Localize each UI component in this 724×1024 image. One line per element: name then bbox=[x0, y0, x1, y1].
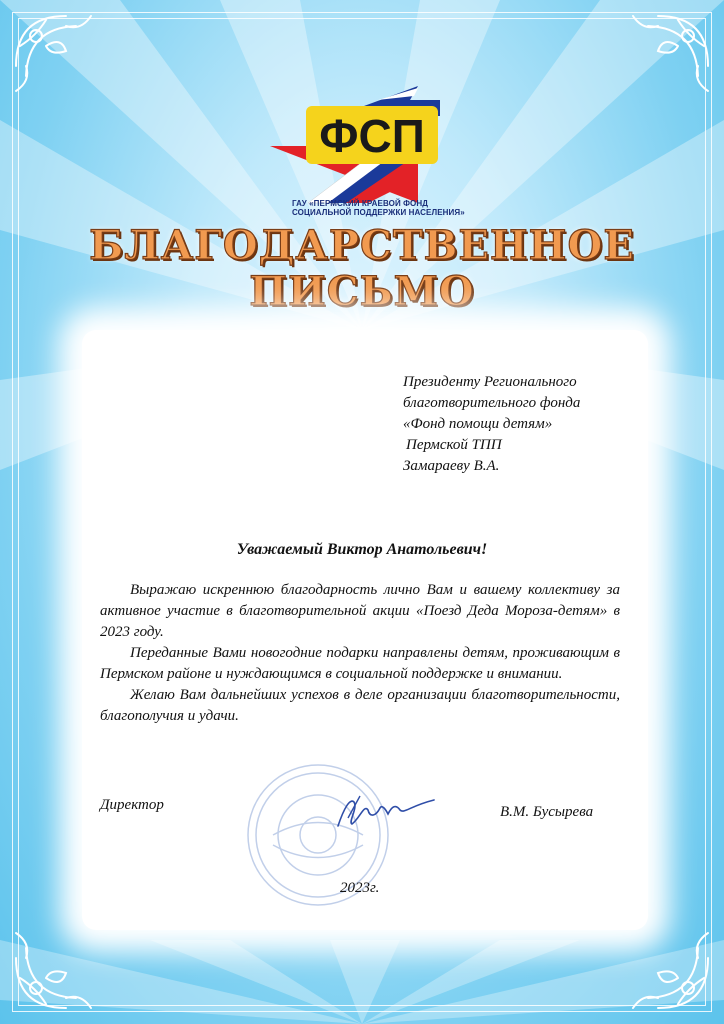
fsp-logo-icon bbox=[268, 78, 458, 218]
corner-ornament-icon bbox=[622, 922, 718, 1018]
greeting: Уважаемый Виктор Анатольевич! bbox=[236, 541, 488, 558]
document-title-line2: ПИСЬМО bbox=[249, 268, 475, 315]
corner-ornament-icon bbox=[6, 922, 102, 1018]
organization-name bbox=[292, 199, 482, 217]
organization-name-line: ГАУ «ПЕРМСКИЙ КРАЕВОЙ ФОНД bbox=[292, 199, 429, 208]
corner-ornament-icon bbox=[6, 6, 102, 102]
corner-ornament-icon bbox=[622, 6, 718, 102]
signatory-name: В.М. Бусырева bbox=[500, 804, 594, 820]
document-date: 2023г. bbox=[340, 880, 380, 896]
handwritten-signature-icon bbox=[330, 788, 440, 836]
body-paragraph: Выражаю искреннюю благодарность лично Вам и вашему коллективу за активное участие в благотворительной акции «Поезд Деда Мороза-детям» в 2023 году. bbox=[100, 582, 620, 640]
body-paragraph: Переданные Вами новогодние подарки направлены детям, проживающим в Пермском районе и нуждающимся в социальной поддержке и внимании. bbox=[100, 645, 620, 682]
addressee-line: Президенту Регионального bbox=[403, 374, 577, 390]
addressee-line: Замараеву В.А. bbox=[403, 458, 500, 474]
organization-name-line: СОЦИАЛЬНОЙ ПОДДЕРЖКИ НАСЕЛЕНИЯ» bbox=[292, 208, 465, 217]
addressee-line: благотворительного фонда bbox=[403, 395, 581, 411]
signatory-position: Директор bbox=[100, 797, 164, 813]
body-paragraph: Желаю Вам дальнейших успехов в деле организации благотворительности, благополучия и удачи. bbox=[100, 687, 620, 724]
document-title-line1: БЛАГОДАРСТВЕННОЕ bbox=[89, 222, 635, 269]
logo-letters: ФСП bbox=[319, 110, 425, 162]
letter-body bbox=[100, 580, 620, 727]
addressee-line: Пермской ТПП bbox=[406, 437, 502, 453]
addressee-block bbox=[403, 372, 653, 477]
addressee-line: «Фонд помощи детям» bbox=[403, 416, 553, 432]
